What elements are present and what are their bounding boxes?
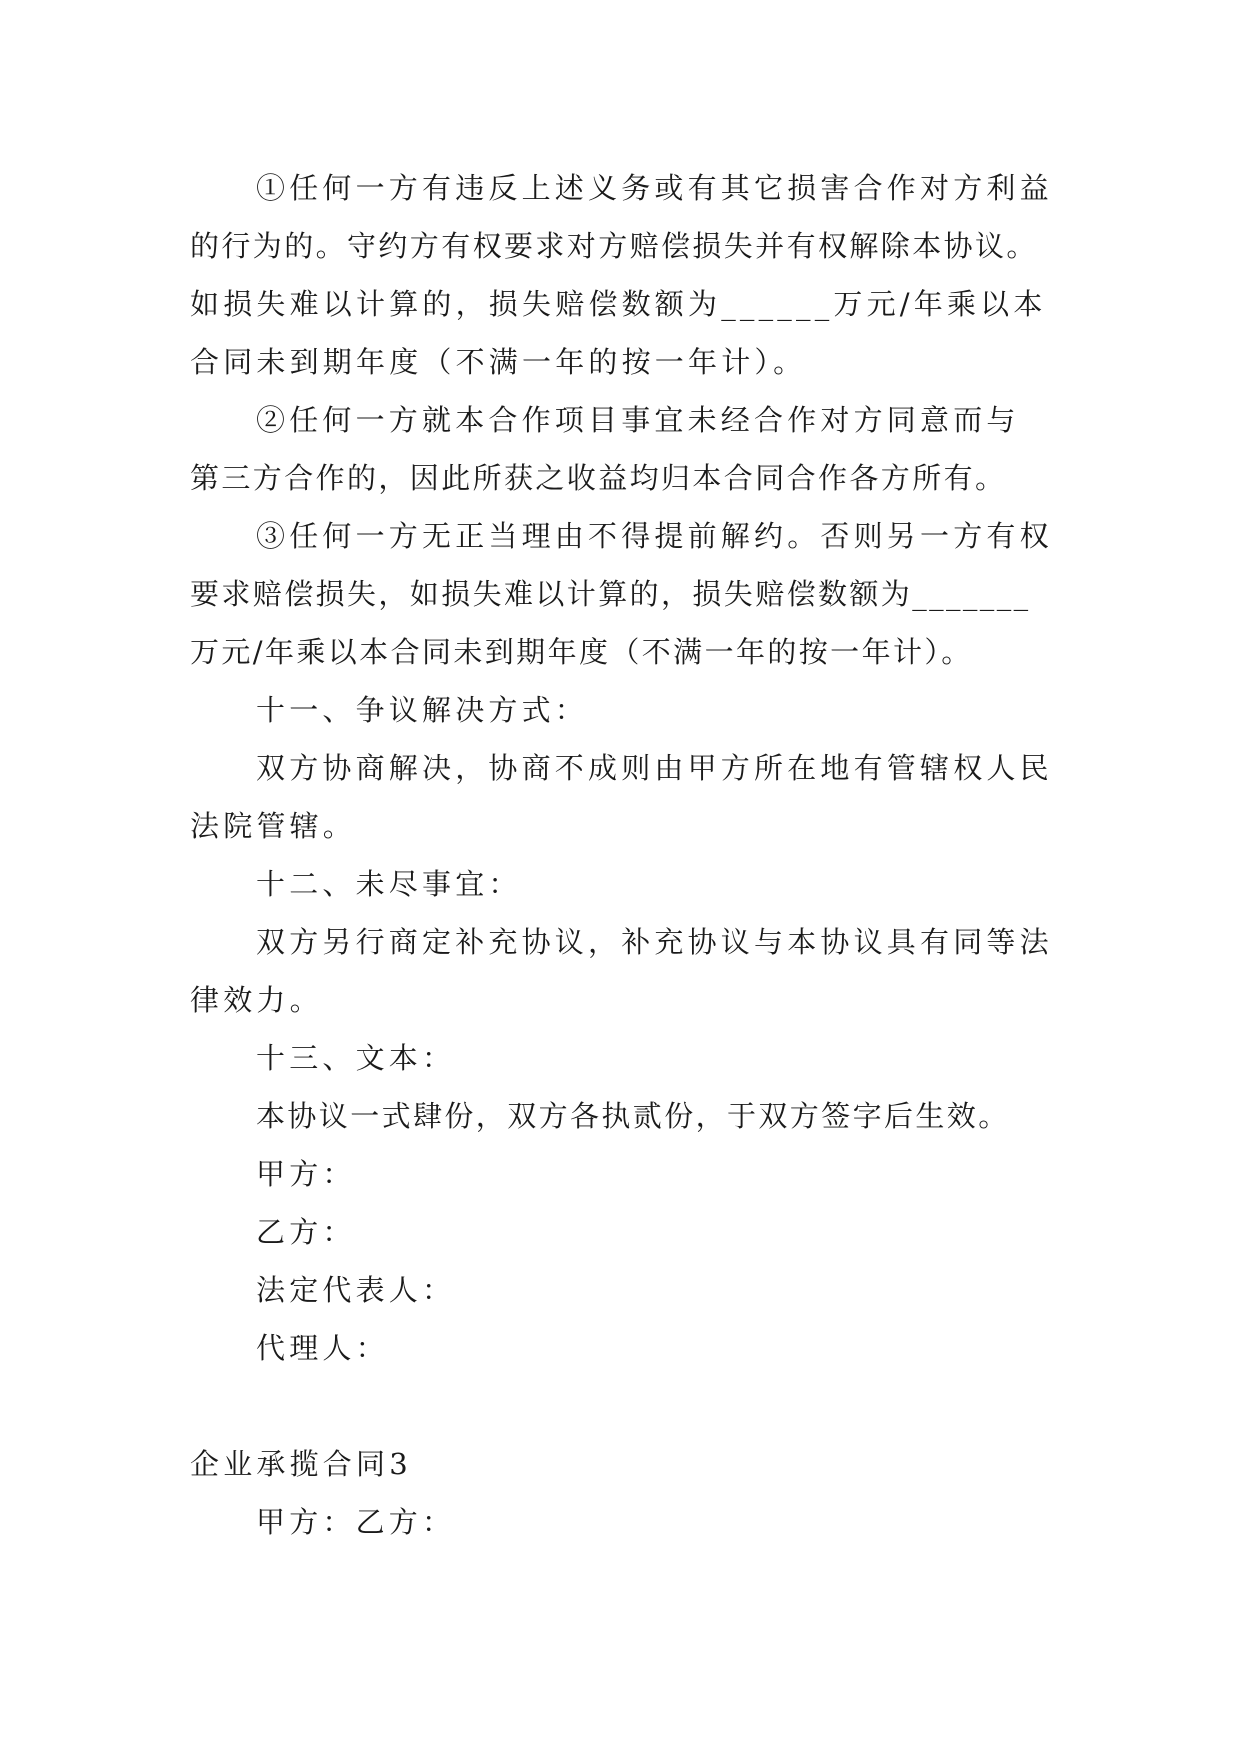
clause-1-line-3: 如损失难以计算的，损失赔偿数额为______万元/年乘以本 [190, 287, 1047, 321]
clause-2-line-1: ②任何一方就本合作项目事宜未经合作对方同意而与 [256, 403, 1020, 437]
clause-3-line-1: ③任何一方无正当理由不得提前解约。否则另一方有权 [256, 519, 1053, 553]
clause-3-line-2: 要求赔偿损失，如损失难以计算的，损失赔偿数额为_______ [190, 577, 1031, 611]
section-13-heading: 十三、文本： [256, 1041, 456, 1075]
next-contract-title: 企业承揽合同3 [190, 1447, 412, 1481]
section-12-text-line-2: 律效力。 [190, 983, 323, 1017]
section-11-text-line-1: 双方协商解决，协商不成则由甲方所在地有管辖权人民 [256, 751, 1053, 785]
next-contract-parties: 甲方：乙方： [256, 1505, 456, 1539]
agent-label: 代理人： [256, 1331, 389, 1365]
section-11-heading: 十一、争议解决方式： [256, 693, 589, 727]
clause-1-line-2: 的行为的。守约方有权要求对方赔偿损失并有权解除本协议。 [190, 229, 1038, 263]
party-a-label: 甲方： [256, 1157, 356, 1191]
legal-representative-label: 法定代表人： [256, 1273, 456, 1307]
section-11-text-line-2: 法院管辖。 [190, 809, 357, 843]
section-12-text-line-1: 双方另行商定补充协议，补充协议与本协议具有同等法 [256, 925, 1053, 959]
section-12-heading: 十二、未尽事宜： [256, 867, 522, 901]
clause-1-line-4: 合同未到期年度（不满一年的按一年计）。 [190, 345, 807, 379]
clause-1-line-1: ①任何一方有违反上述义务或有其它损害合作对方利益 [256, 171, 1053, 205]
clause-2-line-2: 第三方合作的，因此所获之收益均归本合同合作各方所有。 [190, 461, 1007, 495]
section-13-text: 本协议一式肆份，双方各执贰份，于双方签字后生效。 [256, 1099, 1010, 1133]
party-b-label: 乙方： [256, 1215, 356, 1249]
clause-3-line-3: 万元/年乘以本合同未到期年度（不满一年的按一年计）。 [190, 635, 973, 669]
